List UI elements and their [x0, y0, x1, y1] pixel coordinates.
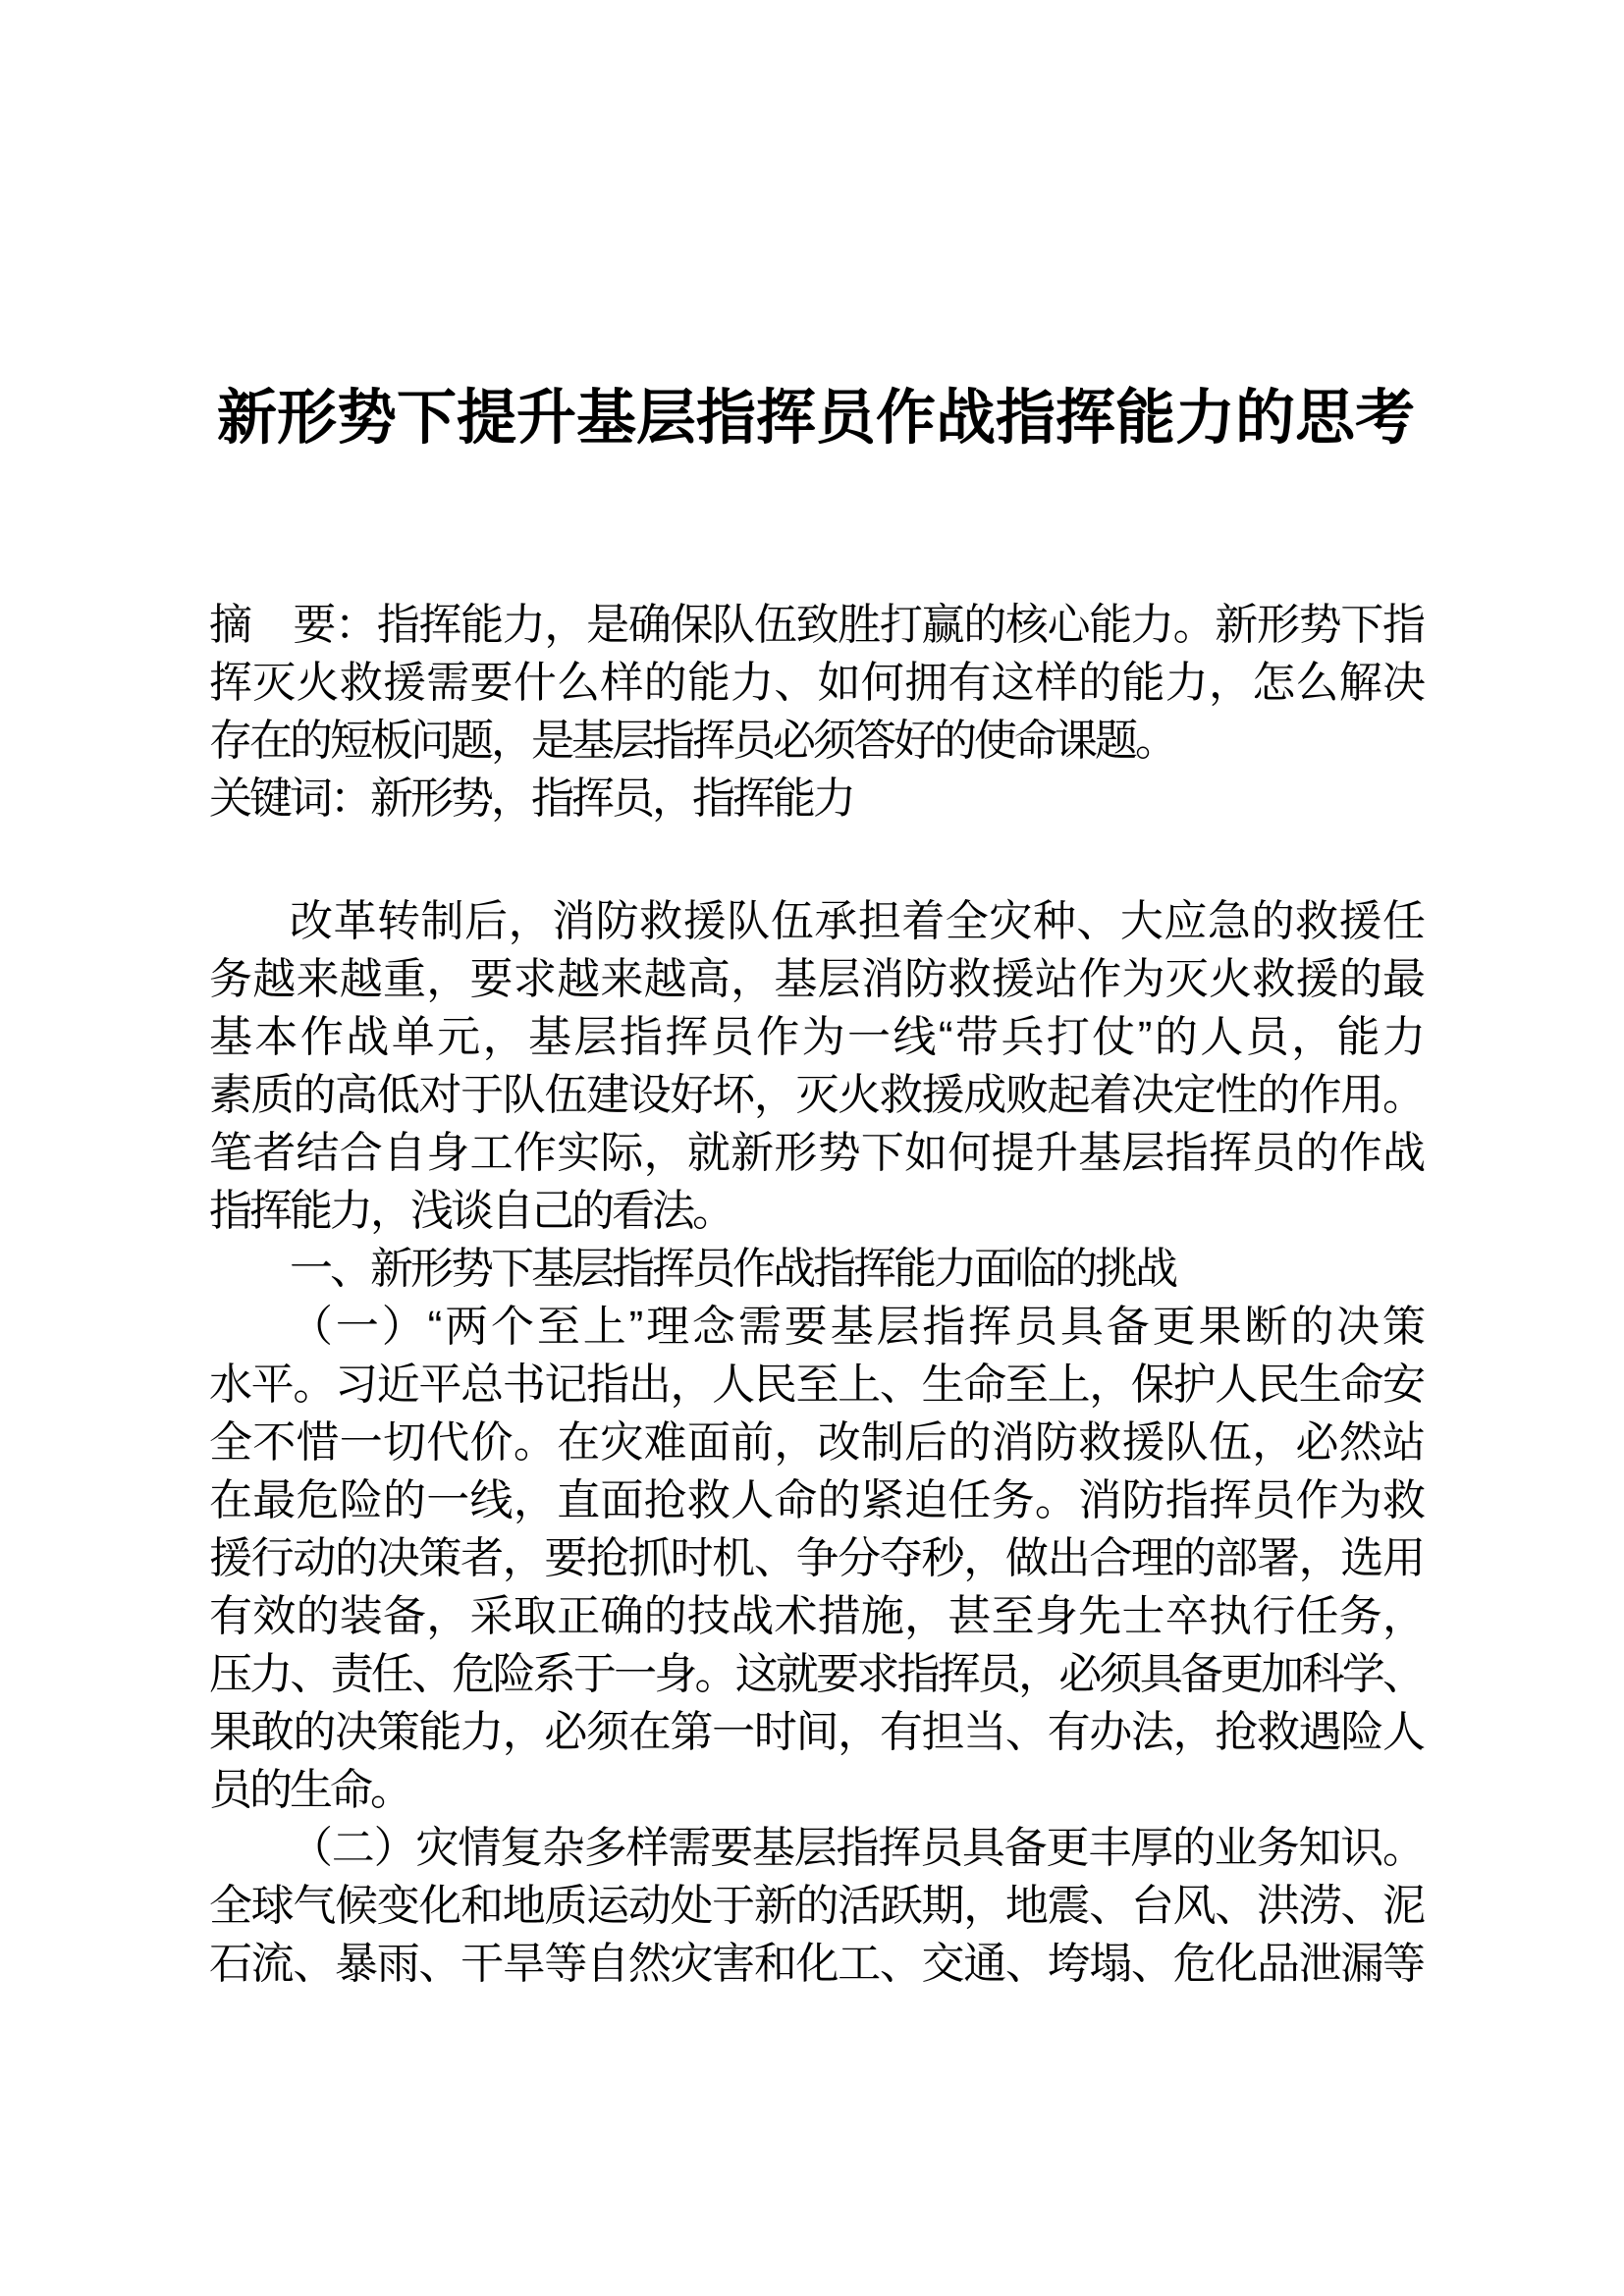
- keywords-line: [209, 770, 1423, 828]
- text-line: 指挥能力，浅谈自己的看法。: [209, 1187, 732, 1235]
- text-line: 关键词：新形势，指挥员，指挥能力: [209, 774, 853, 823]
- text-line: 素质的高低对于队伍建设好坏，灭火救援成败起着决定性的作用。: [209, 1071, 1423, 1119]
- text-line: 挥灭火救援需要什么样的能力、如何拥有这样的能力，怎么解决: [209, 659, 1423, 707]
- section-1-heading: [209, 1240, 1423, 1298]
- text-line: 果敢的决策能力，必须在第一时间，有担当、有办法，抢救遇险人: [209, 1708, 1423, 1756]
- text-line: 全不惜一切代价。在灾难面前，改制后的消防救援队伍，必然站: [209, 1418, 1423, 1467]
- document-body: [209, 596, 1423, 1993]
- section-1-2-paragraph: [209, 1819, 1423, 1993]
- text-line: 石流、暴雨、干旱等自然灾害和化工、交通、垮塌、危化品泄漏等: [209, 1940, 1423, 1988]
- text-line: （二）灾情复杂多样需要基层指挥员具备更丰厚的业务知识。: [290, 1824, 1423, 1872]
- text-line: 有效的装备，采取正确的技战术措施，甚至身先士卒执行任务，: [209, 1592, 1423, 1640]
- text-line: （一）“两个至上”理念需要基层指挥员具备更果断的决策: [290, 1303, 1423, 1351]
- text-line: 务越来越重，要求越来越高，基层消防救援站作为灭火救援的最: [209, 955, 1423, 1003]
- text-line: 基本作战单元，基层指挥员作为一线“带兵打仗”的人员，能力: [209, 1013, 1423, 1061]
- text-line: 援行动的决策者，要抢抓时机、争分夺秒，做出合理的部署，选用: [209, 1534, 1423, 1582]
- text-line: 全球气候变化和地质运动处于新的活跃期，地震、台风、洪涝、泥: [209, 1882, 1423, 1930]
- document-title: 新形势下提升基层指挥员作战指挥能力的思考: [216, 384, 1415, 451]
- section-1-1-paragraph: [209, 1298, 1423, 1819]
- text-line: 一、新形势下基层指挥员作战指挥能力面临的挑战: [290, 1245, 1175, 1293]
- document-content: [209, 0, 1423, 1993]
- text-line: 摘 要：指挥能力，是确保队伍致胜打赢的核心能力。新形势下指: [209, 601, 1423, 649]
- text-line: 在最危险的一线，直面抢救人命的紧迫任务。消防指挥员作为救: [209, 1476, 1423, 1524]
- text-line: 笔者结合自身工作实际，就新形势下如何提升基层指挥员的作战: [209, 1129, 1423, 1177]
- text-line: 压力、责任、危险系于一身。这就要求指挥员，必须具备更加科学、: [209, 1650, 1423, 1698]
- text-line: 改革转制后，消防救援队伍承担着全灾种、大应急的救援任: [290, 897, 1423, 945]
- intro-paragraph: [209, 892, 1423, 1240]
- abstract: [209, 596, 1423, 770]
- text-line: 存在的短板问题，是基层指挥员必须答好的使命课题。: [209, 717, 1175, 765]
- text-line: 员的生命。: [209, 1766, 410, 1814]
- text-line: 水平。习近平总书记指出，人民至上、生命至上，保护人民生命安: [209, 1361, 1423, 1409]
